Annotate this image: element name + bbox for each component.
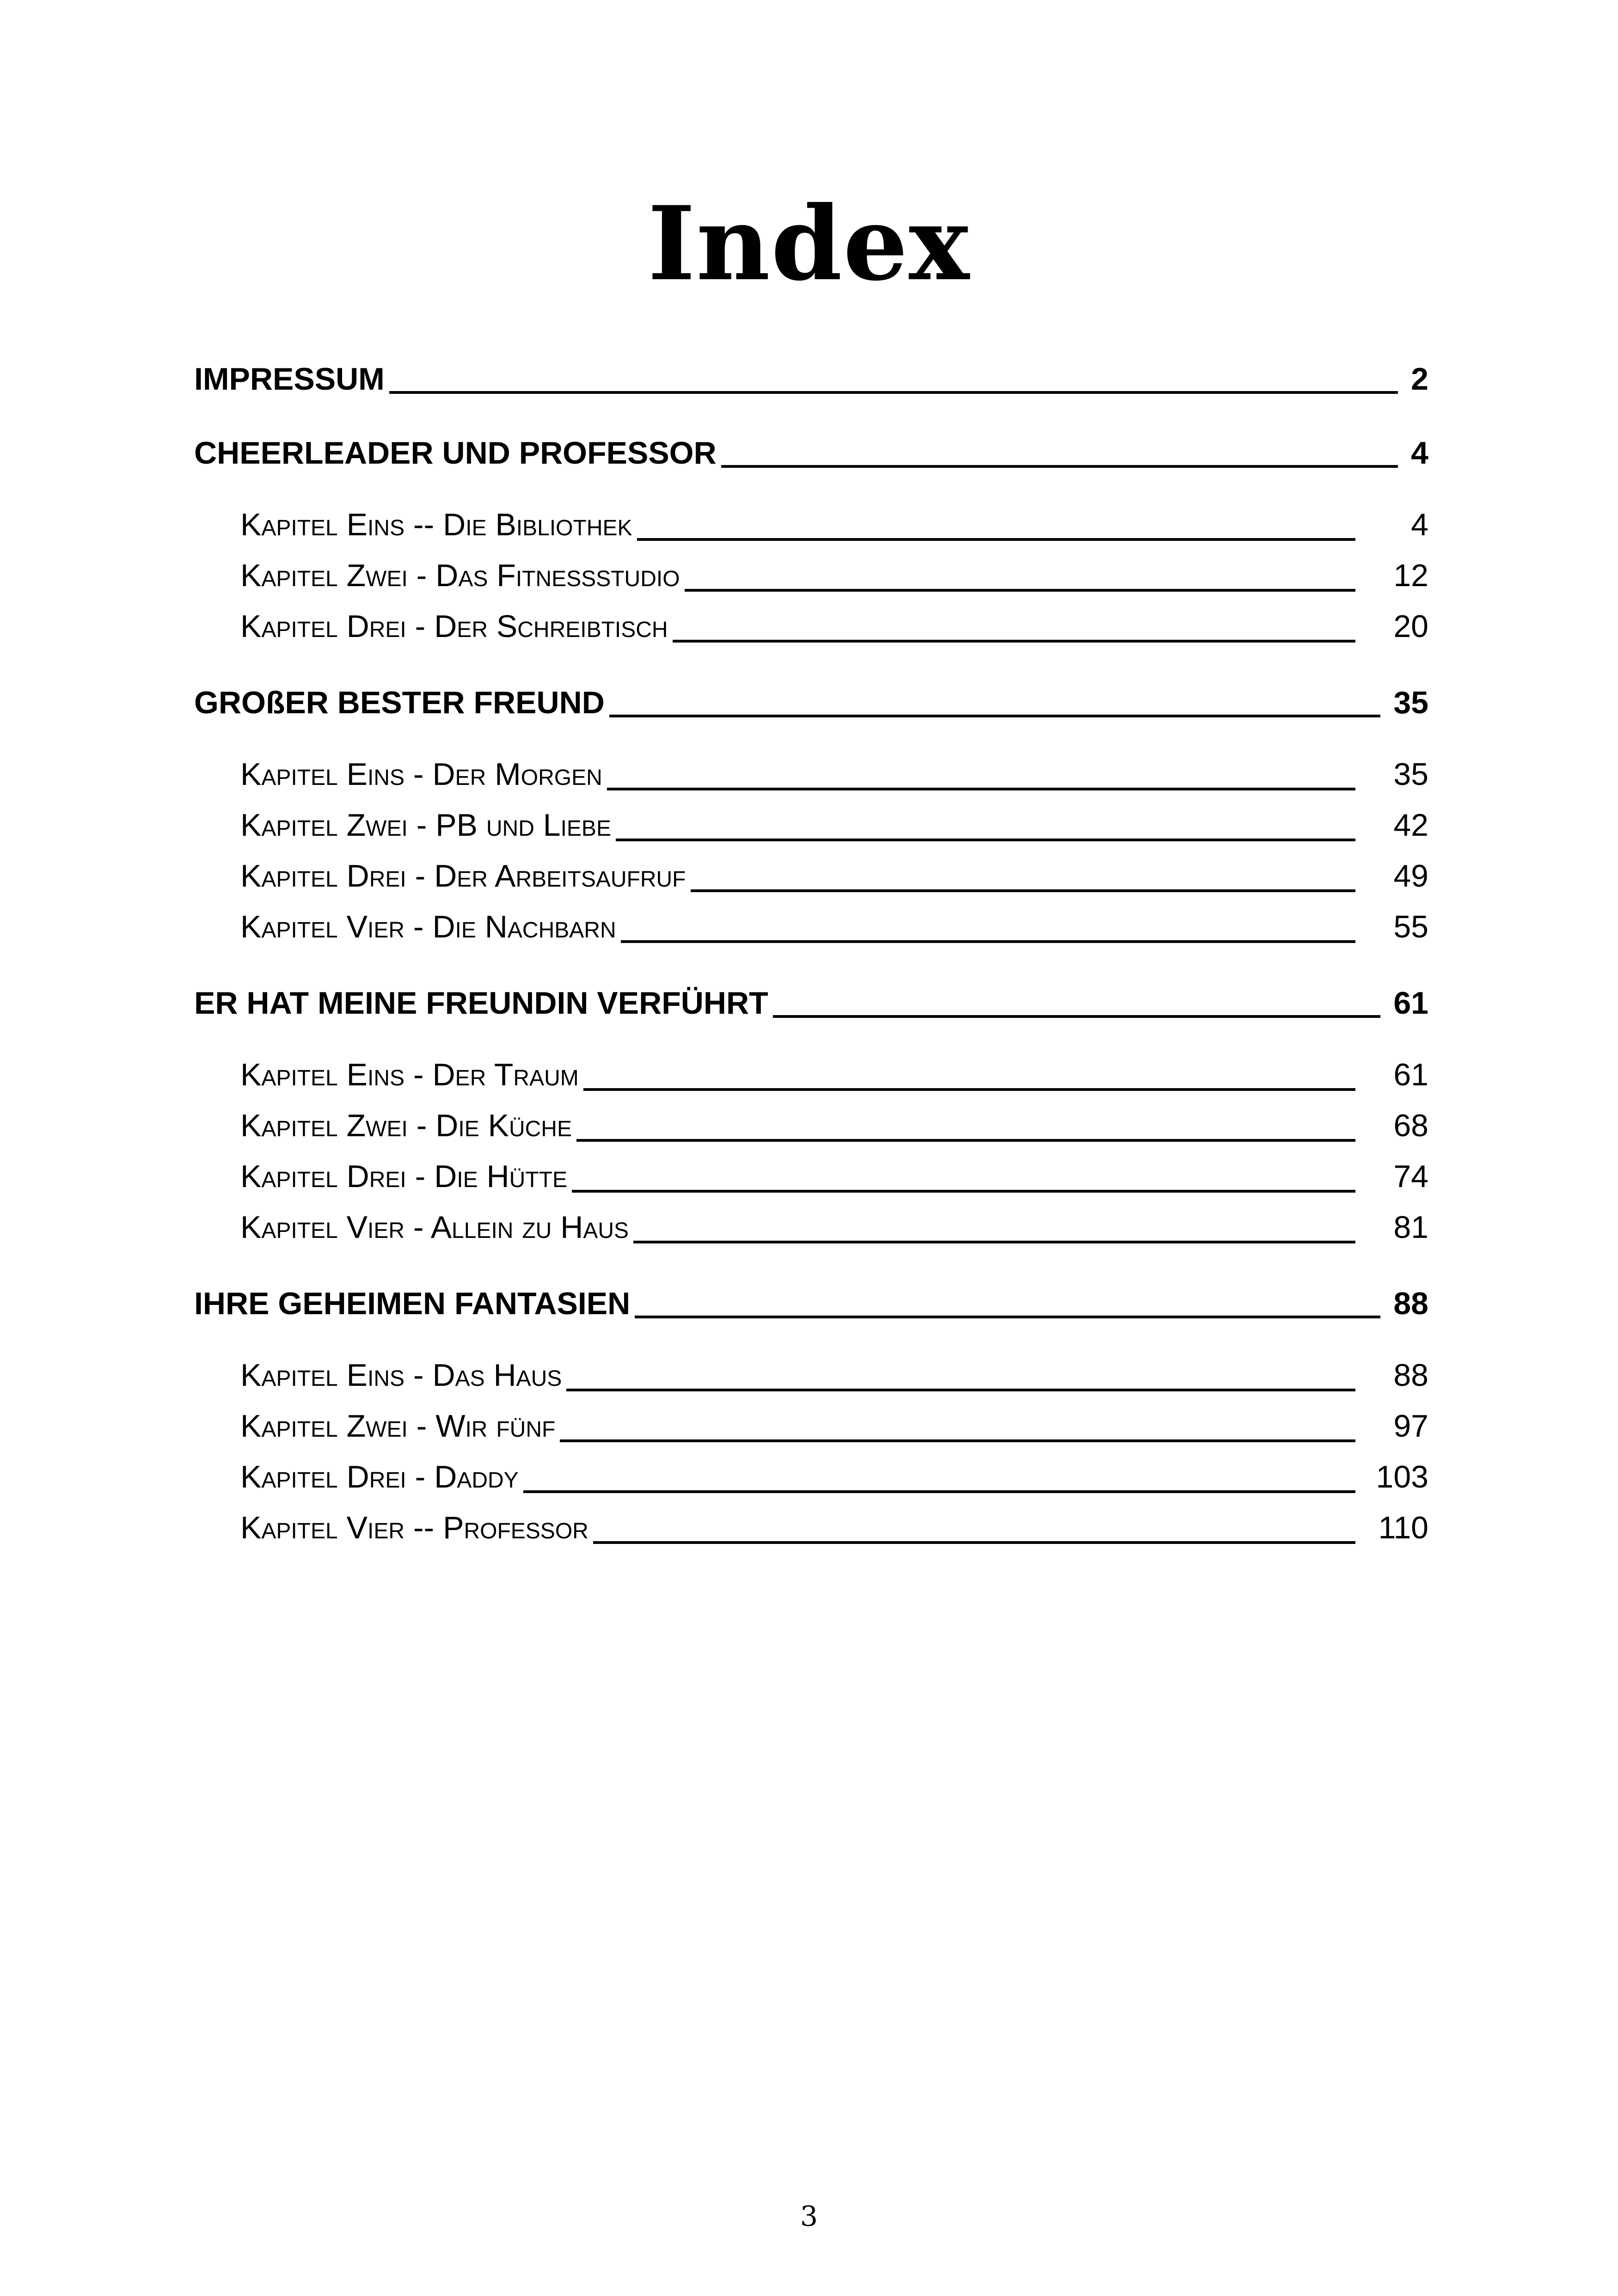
toc-leader-line: [691, 889, 1356, 892]
toc-chapter-page: 88: [1393, 1358, 1428, 1393]
toc-chapter-entry[interactable]: [194, 601, 1428, 652]
toc-chapter-entry[interactable]: [194, 1100, 1428, 1151]
toc-chapter-page: 97: [1393, 1408, 1428, 1444]
toc-section-grosser-bester-freund[interactable]: [194, 680, 1428, 726]
toc-leader-line: [583, 1088, 1355, 1091]
toc-entry-label: IMPRESSUM: [194, 361, 385, 397]
toc-leader-line: [773, 1015, 1381, 1018]
toc-chapter-entry[interactable]: [194, 1350, 1428, 1401]
toc-chapter-entry[interactable]: [194, 851, 1428, 901]
toc-chapter-page: 103: [1376, 1459, 1428, 1494]
toc-chapter-label: Kapitel Drei - Der Arbeitsaufruf: [240, 858, 686, 894]
toc-chapter-entry[interactable]: [194, 1451, 1428, 1502]
toc-chapter-page: 110: [1378, 1510, 1428, 1545]
toc-section-page: 35: [1393, 685, 1428, 720]
toc-chapter-entry[interactable]: [194, 499, 1428, 550]
toc-chapter-entry[interactable]: [194, 550, 1428, 601]
toc-leader-line: [593, 1541, 1355, 1544]
toc-chapter-entry[interactable]: [194, 1049, 1428, 1100]
toc-leader-line: [721, 465, 1398, 468]
toc-leader-line: [609, 715, 1381, 717]
toc-leader-line: [621, 940, 1355, 943]
toc-section-ihre-geheimen-fantasien[interactable]: [194, 1280, 1428, 1327]
toc-chapter-label: Kapitel Drei - Daddy: [240, 1459, 519, 1494]
toc-chapter-entry[interactable]: [194, 800, 1428, 851]
toc-entry-impressum[interactable]: [194, 356, 1428, 402]
toc-chapter-page: 68: [1393, 1108, 1428, 1143]
toc-chapter-label: Kapitel Eins - Das Haus: [240, 1358, 562, 1393]
toc-section-label: GROßER BESTER FREUND: [194, 685, 605, 720]
toc-chapter-label: Kapitel Eins - Der Traum: [240, 1057, 579, 1092]
toc-chapter-page: 55: [1393, 909, 1428, 944]
toc-chapter-entry[interactable]: [194, 1502, 1428, 1553]
toc-chapter-label: Kapitel Zwei - Das Fitnessstudio: [240, 558, 680, 593]
toc-leader-line: [566, 1389, 1355, 1391]
toc-chapter-entry[interactable]: [194, 1151, 1428, 1202]
toc-section-label: CHEERLEADER UND PROFESSOR: [194, 435, 717, 471]
toc-chapter-label: Kapitel Vier -- Professor: [240, 1510, 588, 1545]
toc-leader-line: [616, 839, 1355, 841]
toc-leader-line: [685, 589, 1355, 592]
toc-leader-line: [607, 788, 1355, 790]
toc-chapter-label: Kapitel Drei - Die Hütte: [240, 1159, 567, 1194]
toc-chapter-page: 49: [1393, 858, 1428, 894]
toc-leader-line: [389, 391, 1398, 394]
toc-chapter-page: 35: [1393, 757, 1428, 792]
toc-chapter-page: 12: [1393, 558, 1428, 593]
toc-section-page: 4: [1411, 435, 1428, 471]
toc-chapter-page: 74: [1393, 1159, 1428, 1194]
toc-chapter-page: 20: [1393, 609, 1428, 644]
page-title: Index: [648, 184, 970, 304]
toc-section-er-hat-meine-freundin-verfuehrt[interactable]: [194, 980, 1428, 1026]
toc-chapter-label: Kapitel Eins -- Die Bibliothek: [240, 507, 632, 542]
toc-chapter-label: Kapitel Eins - Der Morgen: [240, 757, 602, 792]
toc-chapter-entry[interactable]: [194, 749, 1428, 800]
toc-chapter-page: 42: [1393, 808, 1428, 843]
toc-chapter-page: 61: [1393, 1057, 1428, 1092]
toc-leader-line: [576, 1139, 1355, 1142]
toc-chapter-label: Kapitel Drei - Der Schreibtisch: [240, 609, 668, 644]
toc-chapter-entry[interactable]: [194, 1202, 1428, 1253]
toc-chapter-page: 81: [1393, 1210, 1428, 1245]
toc-leader-line: [560, 1439, 1355, 1442]
toc-chapter-page: 4: [1411, 507, 1428, 542]
toc-section-label: ER HAT MEINE FREUNDIN VERFÜHRT: [194, 986, 768, 1021]
toc-chapter-entry[interactable]: [194, 1401, 1428, 1451]
toc-section-page: 61: [1393, 986, 1428, 1021]
table-of-contents: [194, 356, 1428, 1553]
toc-chapter-label: Kapitel Vier - Allein zu Haus: [240, 1210, 629, 1245]
toc-chapter-label: Kapitel Vier - Die Nachbarn: [240, 909, 616, 944]
toc-leader-line: [635, 1316, 1380, 1318]
toc-leader-line: [523, 1490, 1355, 1493]
toc-section-label: IHRE GEHEIMEN FANTASIEN: [194, 1286, 631, 1321]
toc-chapter-label: Kapitel Zwei - Wir fünf: [240, 1408, 556, 1444]
toc-leader-line: [572, 1190, 1355, 1193]
toc-entry-page: 2: [1411, 361, 1428, 397]
toc-leader-line: [673, 640, 1355, 643]
toc-leader-line: [633, 1241, 1355, 1243]
toc-section-cheerleader-und-professor[interactable]: [194, 430, 1428, 476]
page-number: 3: [800, 2200, 818, 2233]
toc-section-page: 88: [1393, 1286, 1428, 1321]
toc-chapter-label: Kapitel Zwei - Die Küche: [240, 1108, 572, 1143]
toc-chapter-label: Kapitel Zwei - PB und Liebe: [240, 808, 611, 843]
toc-leader-line: [637, 538, 1355, 541]
toc-chapter-entry[interactable]: [194, 901, 1428, 952]
